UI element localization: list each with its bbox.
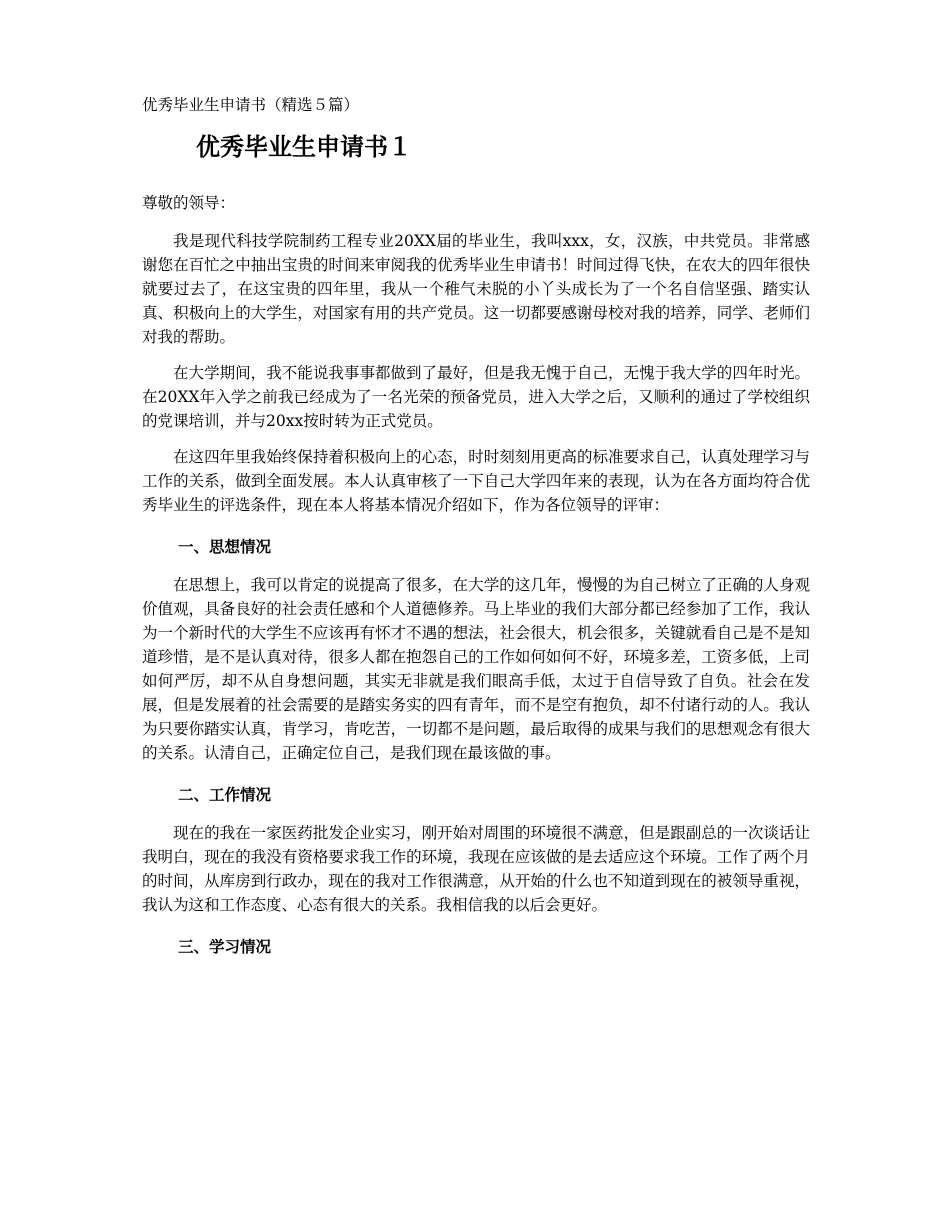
document-title: 优秀毕业生申请书１: [196, 133, 412, 161]
intro-paragraph-3: 在这四年里我始终保持着积极向上的心态，时时刻刻用更高的标准要求自己，认真处理学习与工作的关系，做到全面发展。本人认真审核了一下自己大学四年来的表现，认为在各方面均符合优秀毕业生的评选条件，现在本人将基本情况介绍如下，作为各位领导的评审：: [142, 448, 810, 514]
salutation: 尊敬的领导：: [142, 194, 236, 212]
section-heading-study: 三、学习情况: [178, 938, 272, 956]
section-work-paragraph: 现在的我在一家医药批发企业实习，刚开始对周围的环境很不满意，但是跟副总的一次谈话让我明白，现在的我没有资格要求我工作的环境，我现在应该做的是去适应这个环境。工作了两个月的时间，从库房到行政办，现在的我对工作很满意，从开始的什么也不知道到现在的被领导重视，我认为这和工作态度、心态有很大的关系。我相信我的以后会更好。: [142, 824, 810, 914]
section-thought-paragraph: 在思想上，我可以肯定的说提高了很多，在大学的这几年，慢慢的为自己树立了正确的人身观价值观，具备良好的社会责任感和个人道德修养。马上毕业的我们大部分都已经参加了工作，我认为一个新时代的大学生不应该再有怀才不遇的想法，社会很大，机会很多，关键就看自己是不是知道珍惜，是不是认真对待，很多人都在抱怨自己的工作如何如何不好，环境多差，工资多低，上司如何严厉，却不从自身想问题，其实无非就是我们眼高手低，太过于自信导致了自负。社会在发展，但是发展着的社会需要的是踏实务实的四有青年，而不是空有抱负，却不付诸行动的人。我认为只要你踏实认真，肯学习，肯吃苦，一切都不是问题，最后取得的成果与我们的思想观念有很大的关系。认清自己，正确定位自己，是我们现在最该做的事。: [142, 576, 810, 762]
section-heading-thought: 一、思想情况: [178, 538, 272, 556]
intro-paragraph-1: 我是现代科技学院制药工程专业20XX届的毕业生，我叫xxx，女，汉族，中共党员。非常感谢您在百忙之中抽出宝贵的时间来审阅我的优秀毕业生申请书！时间过得飞快，在农大的四年很快就要过去了，在这宝贵的四年里，我从一个稚气未脱的小丫头成长为了一个名自信坚强、踏实认真、积极向上的大学生，对国家有用的共产党员。这一切都要感谢母校对我的培养，同学、老师们对我的帮助。: [142, 232, 810, 346]
document-header: 优秀毕业生申请书（精选５篇）: [142, 96, 360, 114]
section-heading-work: 二、工作情况: [178, 786, 272, 804]
intro-paragraph-2: 在大学期间，我不能说我事事都做到了最好，但是我无愧于自己，无愧于我大学的四年时光。在20XX年入学之前我已经成为了一名光荣的预备党员，进入大学之后，又顺利的通过了学校组织的党课培训，并与20xx按时转为正式党员。: [142, 364, 810, 430]
document-page: [142, 93, 810, 973]
